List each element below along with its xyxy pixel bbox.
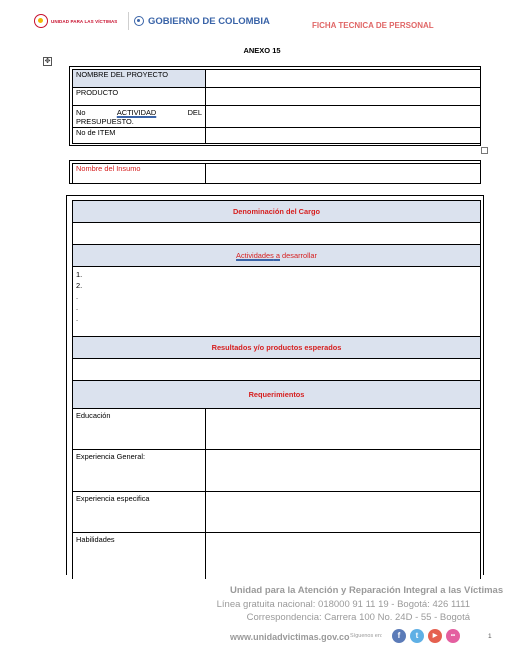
activity-item: 1. bbox=[76, 270, 83, 279]
table-resize-handle[interactable] bbox=[481, 147, 488, 154]
item-number-label: No de ITEM bbox=[73, 128, 206, 144]
footer-follow-label: Síguenos en: bbox=[350, 633, 383, 639]
specific-experience-label: Experiencia especifica bbox=[73, 492, 206, 533]
table-move-handle-icon[interactable]: ✥ bbox=[44, 58, 51, 65]
logo-divider bbox=[128, 12, 129, 30]
footer-phone: Línea gratuita nacional: 018000 91 11 19 - Bogotá: 426 1111 bbox=[216, 599, 470, 610]
input-name-table bbox=[69, 160, 481, 184]
skills-label: Habilidades bbox=[73, 533, 206, 579]
position-details-table bbox=[66, 195, 484, 575]
project-info-table bbox=[69, 66, 481, 146]
general-experience-label: Experiencia General: bbox=[73, 450, 206, 492]
specific-experience-value[interactable] bbox=[206, 492, 481, 533]
twitter-icon[interactable]: t bbox=[410, 629, 424, 643]
requirements-header: Requerimientos bbox=[73, 381, 481, 409]
activities-header-verb: desarrollar bbox=[280, 251, 317, 260]
item-number-value[interactable] bbox=[206, 128, 481, 144]
flickr-icon[interactable]: •• bbox=[446, 629, 460, 643]
footer-address: Correspondencia: Carrera 100 No. 24D - 55 - Bogotá bbox=[246, 612, 470, 623]
project-name-label: NOMBRE DEL PROYECTO bbox=[73, 70, 206, 88]
page-number: 1 bbox=[488, 633, 492, 640]
youtube-icon[interactable]: ▶ bbox=[428, 629, 442, 643]
victims-unit-logo bbox=[34, 12, 126, 30]
government-logo-text: GOBIERNO DE COLOMBIA bbox=[148, 15, 270, 27]
results-value[interactable] bbox=[73, 359, 481, 381]
budget-activity-value[interactable] bbox=[206, 106, 481, 128]
document-title: FICHA TECNICA DE PERSONAL bbox=[312, 21, 434, 30]
activities-header-connector: a bbox=[273, 251, 280, 260]
activity-item: . bbox=[76, 314, 79, 323]
annex-title: ANEXO 15 bbox=[243, 46, 281, 55]
budget-activity-label-part: ACTIVIDAD bbox=[116, 108, 157, 117]
government-logo bbox=[134, 14, 270, 28]
activities-list[interactable] bbox=[73, 267, 481, 337]
activities-header bbox=[73, 245, 481, 267]
activity-item: . bbox=[76, 292, 79, 301]
colombia-seal-icon bbox=[34, 14, 48, 28]
project-name-value[interactable] bbox=[206, 70, 481, 88]
education-label: Educación bbox=[73, 409, 206, 450]
position-title-header: Denominación del Cargo bbox=[73, 201, 481, 223]
facebook-icon[interactable]: f bbox=[392, 629, 406, 643]
activity-item: 2. bbox=[76, 281, 83, 290]
footer-website-link[interactable]: www.unidadvictimas.gov.co bbox=[230, 632, 350, 642]
input-name-label: Nombre del Insumo bbox=[73, 164, 206, 184]
general-experience-value[interactable] bbox=[206, 450, 481, 492]
budget-activity-label-part: DEL bbox=[187, 108, 202, 117]
activities-header-word: Actividades bbox=[236, 251, 274, 260]
product-label: PRODUCTO bbox=[73, 88, 206, 106]
education-value[interactable] bbox=[206, 409, 481, 450]
budget-activity-label-part: No bbox=[76, 108, 86, 117]
footer-entity-name: Unidad para la Atención y Reparación Integral a las Víctimas bbox=[230, 585, 504, 596]
skills-value[interactable] bbox=[206, 533, 481, 579]
product-value[interactable] bbox=[206, 88, 481, 106]
budget-activity-label bbox=[73, 106, 206, 128]
budget-activity-label-line2: PRESUPUESTO. bbox=[76, 117, 134, 126]
results-header: Resultados y/o productos esperados bbox=[73, 337, 481, 359]
victims-unit-logo-text: UNIDAD PARA LAS VÍCTIMAS bbox=[51, 18, 118, 24]
position-title-value[interactable] bbox=[73, 223, 481, 245]
activity-item: . bbox=[76, 303, 79, 312]
government-emblem-icon bbox=[134, 16, 144, 26]
input-name-value[interactable] bbox=[206, 164, 481, 184]
